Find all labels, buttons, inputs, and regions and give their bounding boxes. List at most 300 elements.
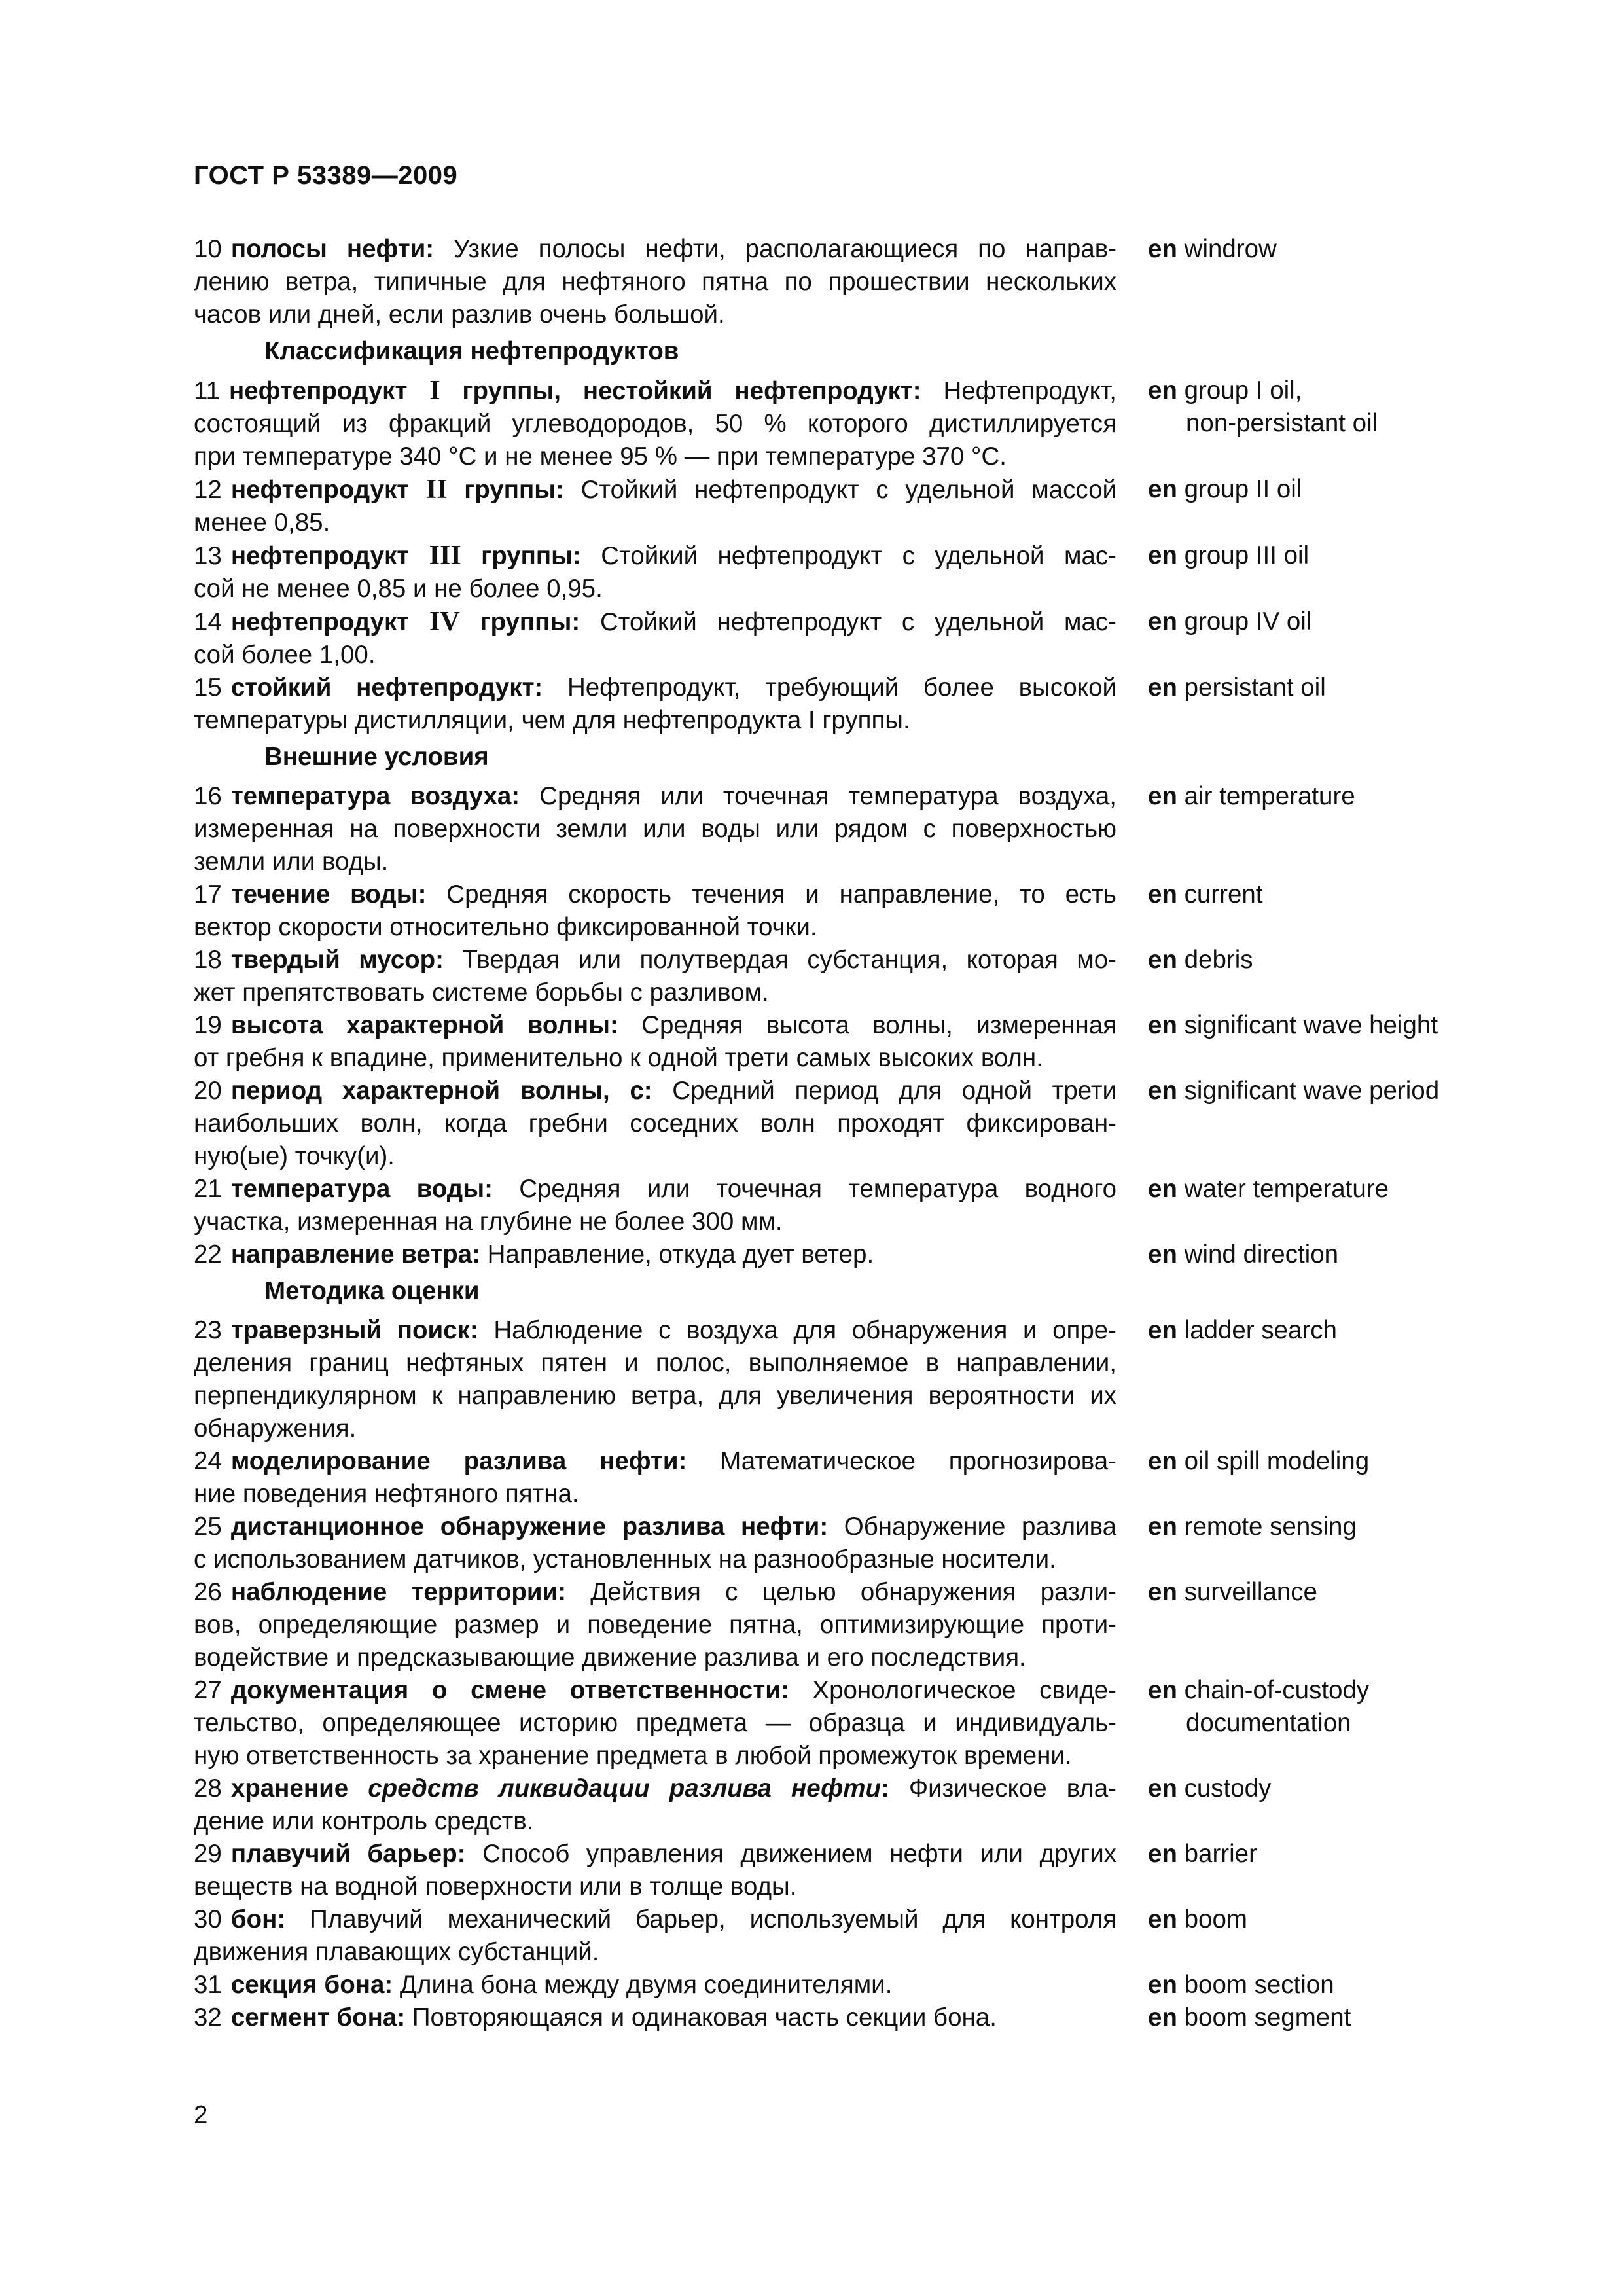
term-name	[231, 1240, 480, 1268]
language-code: en	[1148, 782, 1177, 810]
term-name	[231, 476, 564, 504]
language-code: en	[1148, 1175, 1177, 1203]
term-name	[229, 377, 921, 405]
definition-text: сой не менее 0,85 и не более 0,95.	[194, 575, 603, 603]
definition-text: от гребня к впадине, применительно к одной трети самых высоких волн.	[194, 1044, 1043, 1072]
term-entry	[194, 1903, 1496, 1969]
definition-text: земли или воды.	[194, 848, 389, 876]
definition-text: ние поведения нефтяного пятна.	[194, 1480, 579, 1508]
english-term: debris	[1184, 946, 1253, 974]
term-text: документация о смене ответственности:	[230, 1676, 789, 1704]
definition-line	[194, 1936, 1116, 1969]
english-term: wind direction	[1184, 1240, 1339, 1268]
term-name	[231, 673, 543, 702]
definition-text: Направление, откуда дует ветер.	[487, 1240, 874, 1268]
definition-line	[194, 1009, 1116, 1042]
definition-line	[194, 1173, 1116, 1206]
term-name	[231, 1077, 652, 1105]
definition-text: участка, измеренная на глубине не более 300 мм.	[194, 1208, 783, 1236]
definition-line	[194, 266, 1116, 298]
term-number: 19	[194, 1011, 222, 1039]
term-name	[231, 946, 444, 974]
english-equivalent	[1148, 1838, 1495, 1871]
term-roman-numeral: IV	[429, 607, 460, 637]
definition-line	[194, 911, 1116, 944]
definition-text: Средняя или точечная температура воздуха,	[539, 782, 1116, 810]
english-equivalent	[1148, 539, 1495, 572]
term-name	[231, 1447, 687, 1475]
definition-line	[194, 408, 1116, 440]
english-term: group III oil	[1184, 541, 1310, 569]
language-code: en	[1148, 1840, 1177, 1868]
english-equivalent	[1148, 1075, 1495, 1107]
term-entry	[194, 1173, 1496, 1238]
term-name	[231, 1676, 789, 1704]
term-entry	[194, 1075, 1496, 1173]
language-code: en	[1148, 880, 1177, 908]
term-name	[231, 880, 427, 908]
english-equivalent	[1148, 1511, 1495, 1543]
term-number: 28	[194, 1774, 222, 1803]
term-number: 25	[194, 1513, 222, 1541]
definition-text: Действия с целью обнаружения разли-	[590, 1578, 1116, 1606]
language-code: en	[1148, 1240, 1177, 1268]
term-entry	[194, 473, 1496, 539]
definition-line	[194, 977, 1116, 1009]
term-entry	[194, 374, 1496, 473]
definition-text: водействие и предсказывающие движение разлива и его последствия.	[194, 1643, 1026, 1672]
term-number: 32	[194, 2003, 222, 2032]
definition-text: вектор скорости относительно фиксированной точки.	[194, 913, 817, 941]
term-definition	[194, 672, 1116, 737]
definition-text: вов, определяющие размер и поведение пятна, оптимизирующие проти-	[194, 1611, 1116, 1639]
language-code: en	[1148, 2003, 1177, 2032]
term-definition	[194, 1838, 1116, 1903]
term-entry	[194, 605, 1496, 672]
term-name	[231, 1011, 618, 1039]
english-equivalent	[1148, 878, 1495, 911]
definition-line	[194, 780, 1116, 813]
definition-line	[194, 1641, 1116, 1674]
term-entry	[194, 878, 1496, 944]
definition-text: ную ответственность за хранение предмета в любой промежуток времени.	[194, 1742, 1072, 1770]
term-definition	[194, 1772, 1116, 1838]
terms-list	[194, 233, 1496, 2034]
definition-line	[194, 878, 1116, 911]
term-definition	[194, 1511, 1116, 1576]
english-equivalent	[1148, 605, 1495, 638]
english-equivalent	[1148, 473, 1495, 506]
definition-line	[194, 1609, 1116, 1641]
term-name	[231, 608, 580, 636]
term-number: 17	[194, 880, 222, 908]
term-entry	[194, 1969, 1496, 2001]
term-definition	[194, 374, 1116, 473]
definition-line	[194, 813, 1116, 846]
definition-text: лению ветра, типичные для нефтяного пятна по прошествии нескольких	[194, 268, 1116, 296]
term-name	[231, 1971, 393, 1999]
term-definition	[194, 1969, 1116, 2001]
term-number: 27	[194, 1676, 222, 1704]
section-heading: Классификация нефтепродуктов	[264, 337, 679, 365]
term-definition	[194, 1173, 1116, 1238]
english-term: boom section	[1184, 1971, 1334, 1999]
term-number: 11	[194, 377, 220, 405]
term-entry	[194, 1238, 1496, 1271]
term-roman-numeral: III	[429, 541, 461, 571]
language-code: en	[1148, 946, 1177, 974]
definition-text: деления границ нефтяных пятен и полос, выполняемое в направлении,	[194, 1349, 1116, 1377]
section-heading: Внешние условия	[264, 743, 489, 771]
definition-text: перпендикулярном к направлению ветра, для увеличения вероятности их	[194, 1382, 1116, 1410]
english-term: remote sensing	[1184, 1513, 1357, 1541]
english-equivalent	[1148, 1903, 1495, 1936]
term-definition	[194, 473, 1116, 539]
language-code: en	[1148, 1774, 1177, 1803]
definition-line	[194, 539, 1116, 573]
term-definition	[194, 233, 1116, 331]
definition-line	[194, 298, 1116, 331]
term-entry	[194, 944, 1496, 1009]
term-name	[231, 1840, 466, 1868]
english-term: current	[1184, 880, 1263, 908]
english-term: significant wave height	[1184, 1011, 1438, 1039]
definition-text: тельство, определяющее историю предмета — образца и индивидуаль-	[194, 1709, 1116, 1737]
term-part: группы:	[459, 608, 580, 636]
definition-line	[194, 473, 1116, 507]
english-term: windrow	[1184, 235, 1277, 263]
term-number: 20	[194, 1077, 222, 1105]
term-number: 12	[194, 476, 222, 504]
definition-line	[194, 2001, 1116, 2034]
definition-line	[194, 233, 1116, 266]
term-entry	[194, 1445, 1496, 1511]
definition-line	[194, 846, 1116, 878]
language-code: en	[1148, 235, 1177, 263]
definition-text: Математическое прогнозирова-	[720, 1447, 1116, 1475]
term-number: 24	[194, 1447, 222, 1475]
definition-text: ную(ые) точку(и).	[194, 1142, 395, 1170]
english-term: significant wave period	[1184, 1077, 1440, 1105]
document-header: ГОСТ Р 53389—2009	[194, 161, 458, 190]
term-part: нефтепродукт	[228, 377, 430, 405]
definition-text: сой более 1,00.	[194, 641, 376, 669]
term-name	[231, 782, 520, 810]
english-equivalent	[1148, 944, 1495, 977]
definition-line	[194, 374, 1116, 408]
definition-line	[194, 507, 1116, 539]
english-equivalent	[1148, 2001, 1495, 2034]
section-heading: Методика оценки	[264, 1277, 480, 1305]
definition-line	[194, 944, 1116, 977]
definition-text: наибольших волн, когда гребни соседних волн проходят фиксирован-	[194, 1109, 1116, 1138]
definition-text: Длина бона между двумя соединителями.	[399, 1971, 893, 1999]
definition-line	[194, 1238, 1116, 1271]
term-text: хранение	[230, 1774, 349, 1803]
definition-line	[194, 1838, 1116, 1871]
term-number: 10	[194, 235, 222, 263]
language-code: en	[1148, 541, 1177, 569]
definition-text: с использованием датчиков, установленных на разнообразные носители.	[194, 1545, 1056, 1573]
english-term: barrier	[1184, 1840, 1257, 1868]
term-name	[231, 1774, 889, 1803]
term-text: твердый мусор:	[230, 946, 444, 974]
term-text: высота характерной волны:	[230, 1011, 618, 1039]
definition-line	[194, 672, 1116, 704]
definition-text: Нефтепродукт,	[943, 377, 1116, 405]
definition-line	[194, 1543, 1116, 1576]
definition-line	[194, 440, 1116, 473]
definition-line	[194, 1871, 1116, 1903]
definition-line	[194, 1206, 1116, 1238]
language-code: en	[1148, 1905, 1177, 1933]
english-term-continued: documentation	[1186, 1709, 1351, 1737]
definition-line	[194, 1707, 1116, 1740]
term-roman-numeral: I	[429, 376, 440, 406]
english-equivalent	[1148, 1445, 1495, 1478]
term-number: 30	[194, 1905, 222, 1933]
english-equivalent	[1148, 1674, 1495, 1740]
language-code: en	[1148, 673, 1177, 702]
definition-line	[194, 1772, 1116, 1805]
term-roman-numeral: II	[425, 475, 448, 505]
term-number: 13	[194, 542, 222, 570]
language-code: en	[1148, 1316, 1177, 1344]
english-term: custody	[1184, 1774, 1272, 1803]
definition-text: Средний период для одной трети	[672, 1077, 1116, 1105]
term-number: 22	[194, 1240, 222, 1268]
term-entry	[194, 780, 1496, 878]
english-term: chain-of-custody	[1184, 1676, 1370, 1704]
term-number: 16	[194, 782, 222, 810]
term-part: группы:	[461, 542, 581, 570]
term-entry	[194, 1009, 1496, 1075]
definition-text: Плавучий механический барьер, используемый для контроля	[310, 1905, 1116, 1933]
term-text: секция бона:	[230, 1971, 393, 1999]
definition-line	[194, 1478, 1116, 1511]
definition-line	[194, 1674, 1116, 1707]
definition-line	[194, 1511, 1116, 1543]
term-definition	[194, 539, 1116, 605]
definition-line	[194, 1969, 1116, 2001]
term-name	[231, 1578, 566, 1606]
definition-line	[194, 1347, 1116, 1380]
term-definition	[194, 1674, 1116, 1772]
definition-line	[194, 704, 1116, 737]
language-code: en	[1148, 607, 1177, 636]
definition-text: Средняя или точечная температура водного	[519, 1175, 1116, 1203]
term-text: плавучий барьер:	[230, 1840, 466, 1868]
term-definition	[194, 1238, 1116, 1271]
term-number: 23	[194, 1316, 222, 1344]
definition-text: состоящий из фракций углеводородов, 50 % которого дистиллируется	[194, 410, 1116, 438]
term-name	[231, 1316, 478, 1344]
term-italic-text: средств ликвидации разлива нефти	[368, 1774, 881, 1803]
term-name	[231, 2003, 405, 2032]
definition-line	[194, 1740, 1116, 1772]
english-equivalent	[1148, 374, 1495, 440]
english-equivalent	[1148, 1576, 1495, 1609]
definition-line	[194, 605, 1116, 639]
english-term: group IV oil	[1184, 607, 1312, 636]
definition-text: Стойкий нефтепродукт с удельной массой	[580, 476, 1116, 504]
english-term-continued: non-persistant oil	[1186, 409, 1378, 437]
english-term: ladder search	[1184, 1316, 1337, 1344]
term-text: моделирование разлива нефти:	[230, 1447, 687, 1475]
language-code: en	[1148, 1971, 1177, 1999]
definition-text: Повторяющаяся и одинаковая часть секции бона.	[412, 2003, 997, 2032]
term-definition	[194, 1445, 1116, 1511]
term-name	[231, 1513, 828, 1541]
english-term: air temperature	[1184, 782, 1355, 810]
term-definition	[194, 605, 1116, 672]
term-part: группы, нестойкий нефтепродукт:	[440, 377, 921, 405]
term-text: температура воздуха:	[230, 782, 520, 810]
english-equivalent	[1148, 1173, 1495, 1206]
english-term: boom segment	[1184, 2003, 1351, 2032]
definition-text: часов или дней, если разлив очень большой.	[194, 300, 725, 329]
term-definition	[194, 1314, 1116, 1445]
term-name	[231, 1905, 285, 1933]
page-number: 2	[194, 2101, 208, 2129]
term-text: период характерной волны, с:	[230, 1077, 652, 1105]
term-definition	[194, 1009, 1116, 1075]
english-equivalent	[1148, 233, 1495, 266]
term-entry	[194, 233, 1496, 331]
term-text: бон:	[230, 1905, 286, 1933]
term-number: 31	[194, 1971, 222, 1999]
definition-text: обнаружения.	[194, 1414, 357, 1443]
english-equivalent	[1148, 1314, 1495, 1347]
english-term: water temperature	[1184, 1175, 1389, 1203]
english-equivalent	[1148, 780, 1495, 813]
term-number: 14	[194, 608, 222, 636]
definition-text: веществ на водной поверхности или в толще воды.	[194, 1873, 797, 1901]
definition-line	[194, 573, 1116, 605]
term-part: нефтепродукт	[230, 608, 429, 636]
definition-line	[194, 1380, 1116, 1412]
english-equivalent	[1148, 1009, 1495, 1042]
definition-text: Хронологическое свиде-	[812, 1676, 1116, 1704]
term-name	[231, 542, 581, 570]
definition-text: Твердая или полутвердая субстанция, которая мо-	[462, 946, 1116, 974]
term-definition	[194, 878, 1116, 944]
definition-text: жет препятствовать системе борьбы с разливом.	[194, 978, 769, 1007]
term-text: наблюдение территории:	[230, 1578, 567, 1606]
english-term: group I oil,	[1184, 376, 1302, 404]
english-term: surveillance	[1184, 1578, 1317, 1606]
term-definition	[194, 780, 1116, 878]
definition-line	[194, 1314, 1116, 1347]
definition-text: при температуре 340 °С и не менее 95 % — при температуре 370 °С.	[194, 442, 1007, 471]
definition-line	[194, 1903, 1116, 1936]
term-part: нефтепродукт	[230, 542, 429, 570]
language-code: en	[1148, 1676, 1177, 1704]
language-code: en	[1148, 1513, 1177, 1541]
definition-text: Стойкий нефтепродукт с удельной мас-	[599, 608, 1117, 636]
definition-text: Наблюдение с воздуха для обнаружения и опре-	[493, 1316, 1116, 1344]
definition-line	[194, 1412, 1116, 1445]
term-name	[231, 1175, 493, 1203]
term-text: сегмент бона:	[230, 2003, 406, 2032]
english-term: oil spill modeling	[1184, 1447, 1370, 1475]
english-equivalent	[1148, 1772, 1495, 1805]
term-text: направление ветра:	[230, 1240, 480, 1268]
definition-text: дение или контроль средств.	[194, 1807, 534, 1835]
term-name	[231, 235, 434, 263]
term-definition	[194, 2001, 1116, 2034]
term-definition	[194, 1903, 1116, 1969]
english-equivalent	[1148, 672, 1495, 704]
term-number: 26	[194, 1578, 222, 1606]
definition-line	[194, 1140, 1116, 1173]
term-entry	[194, 1511, 1496, 1576]
term-entry	[194, 1576, 1496, 1674]
term-definition	[194, 1576, 1116, 1674]
term-entry	[194, 2001, 1496, 2034]
definition-text: температуры дистилляции, чем для нефтепродукта I группы.	[194, 706, 910, 734]
english-term: persistant oil	[1184, 673, 1326, 702]
definition-text: Обнаружение разлива	[844, 1513, 1117, 1541]
definition-line	[194, 1445, 1116, 1478]
definition-text: Узкие полосы нефти, располагающиеся по направ-	[454, 235, 1117, 263]
english-term: group II oil	[1184, 475, 1302, 503]
definition-line	[194, 1576, 1116, 1609]
definition-line	[194, 1805, 1116, 1838]
definition-text: Нефтепродукт, требующий более высокой	[567, 673, 1116, 702]
definition-text: Способ управления движением нефти или других	[482, 1840, 1116, 1868]
term-entry	[194, 1772, 1496, 1838]
term-number: 15	[194, 673, 222, 702]
term-definition	[194, 1075, 1116, 1173]
term-suffix: :	[881, 1774, 889, 1803]
definition-line	[194, 1042, 1116, 1075]
term-text: температура воды:	[230, 1175, 493, 1203]
term-definition	[194, 944, 1116, 1009]
term-text: стойкий нефтепродукт:	[230, 673, 543, 702]
language-code: en	[1148, 1077, 1177, 1105]
language-code: en	[1148, 1578, 1177, 1606]
term-entry	[194, 1838, 1496, 1903]
term-entry	[194, 1314, 1496, 1445]
definition-text: Физическое вла-	[908, 1774, 1116, 1803]
definition-line	[194, 639, 1116, 672]
term-text: дистанционное обнаружение разлива нефти:	[230, 1513, 829, 1541]
term-part: группы:	[447, 476, 564, 504]
term-number: 29	[194, 1840, 222, 1868]
language-code: en	[1148, 1011, 1177, 1039]
definition-text: Стойкий нефтепродукт с удельной мас-	[601, 542, 1116, 570]
term-number: 18	[194, 946, 222, 974]
language-code: en	[1148, 376, 1177, 404]
definition-text: измеренная на поверхности земли или воды или рядом с поверхностью	[194, 815, 1116, 843]
definition-text: Средняя высота волны, измеренная	[641, 1011, 1117, 1039]
language-code: en	[1148, 475, 1177, 503]
definition-text: менее 0,85.	[194, 509, 330, 537]
term-number: 21	[194, 1175, 222, 1203]
term-entry	[194, 539, 1496, 605]
english-term: boom	[1184, 1905, 1247, 1933]
english-equivalent	[1148, 1238, 1495, 1271]
definition-line	[194, 1075, 1116, 1107]
english-equivalent	[1148, 1969, 1495, 2001]
definition-text: Средняя скорость течения и направление, то есть	[446, 880, 1116, 908]
term-part: нефтепродукт	[230, 476, 426, 504]
term-text: течение воды:	[230, 880, 427, 908]
term-entry	[194, 1674, 1496, 1772]
language-code: en	[1148, 1447, 1177, 1475]
definition-text: движения плавающих субстанций.	[194, 1938, 599, 1966]
